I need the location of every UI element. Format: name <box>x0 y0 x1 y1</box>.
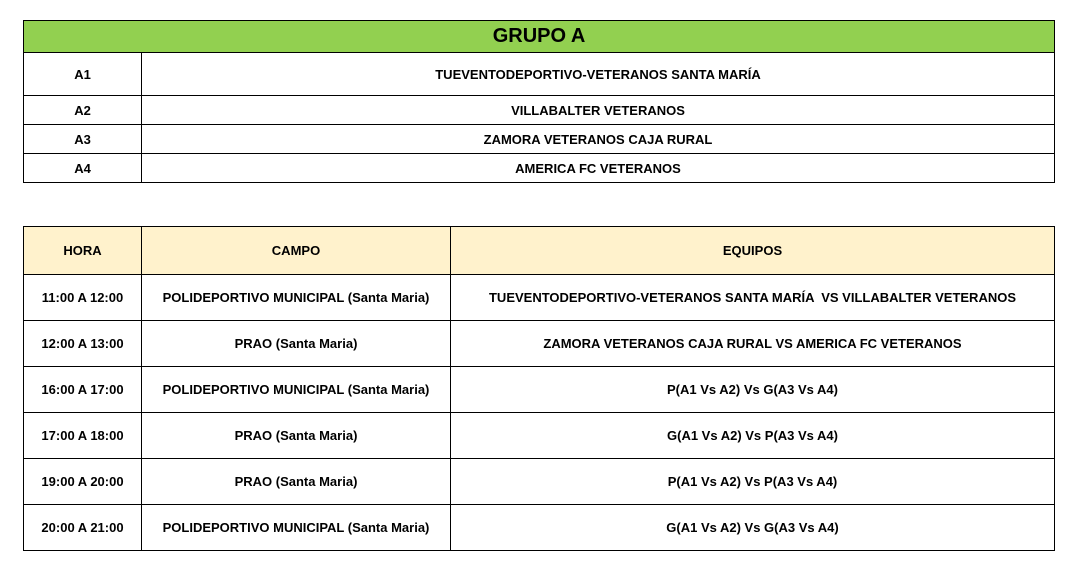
schedule-table <box>23 226 1055 551</box>
match-teams: G(A1 Vs A2) Vs G(A3 Vs A4) <box>451 505 1055 551</box>
schedule-row <box>24 413 1055 459</box>
schedule-row <box>24 275 1055 321</box>
team-name: AMERICA FC VETERANOS <box>142 154 1055 183</box>
match-time: 20:00 A 21:00 <box>24 505 142 551</box>
match-time: 16:00 A 17:00 <box>24 367 142 413</box>
match-venue: PRAO (Santa Maria) <box>142 459 451 505</box>
match-venue: PRAO (Santa Maria) <box>142 321 451 367</box>
match-teams: P(A1 Vs A2) Vs G(A3 Vs A4) <box>451 367 1055 413</box>
header-equipos: EQUIPOS <box>451 227 1055 275</box>
team-row <box>24 125 1055 154</box>
schedule-row <box>24 321 1055 367</box>
match-venue: POLIDEPORTIVO MUNICIPAL (Santa Maria) <box>142 505 451 551</box>
schedule-row <box>24 459 1055 505</box>
match-time: 12:00 A 13:00 <box>24 321 142 367</box>
match-venue: POLIDEPORTIVO MUNICIPAL (Santa Maria) <box>142 367 451 413</box>
match-time: 11:00 A 12:00 <box>24 275 142 321</box>
team-name: ZAMORA VETERANOS CAJA RURAL <box>142 125 1055 154</box>
team-code: A2 <box>24 96 142 125</box>
team-code: A3 <box>24 125 142 154</box>
team-name: VILLABALTER VETERANOS <box>142 96 1055 125</box>
team-name: TUEVENTODEPORTIVO-VETERANOS SANTA MARÍA <box>142 53 1055 96</box>
match-time: 17:00 A 18:00 <box>24 413 142 459</box>
team-row <box>24 154 1055 183</box>
match-teams: ZAMORA VETERANOS CAJA RURAL VS AMERICA FC VETERANOS <box>451 321 1055 367</box>
schedule-header-row <box>24 227 1055 275</box>
team-row <box>24 53 1055 96</box>
header-hora: HORA <box>24 227 142 275</box>
header-campo: CAMPO <box>142 227 451 275</box>
team-code: A1 <box>24 53 142 96</box>
group-title: GRUPO A <box>24 21 1055 53</box>
match-teams: G(A1 Vs A2) Vs P(A3 Vs A4) <box>451 413 1055 459</box>
match-time: 19:00 A 20:00 <box>24 459 142 505</box>
schedule-row <box>24 505 1055 551</box>
match-venue: POLIDEPORTIVO MUNICIPAL (Santa Maria) <box>142 275 451 321</box>
match-venue: PRAO (Santa Maria) <box>142 413 451 459</box>
schedule-row <box>24 367 1055 413</box>
group-table <box>23 20 1055 183</box>
match-teams: TUEVENTODEPORTIVO-VETERANOS SANTA MARÍA VS VILLABALTER VETERANOS <box>451 275 1055 321</box>
team-code: A4 <box>24 154 142 183</box>
team-row <box>24 96 1055 125</box>
match-teams: P(A1 Vs A2) Vs P(A3 Vs A4) <box>451 459 1055 505</box>
